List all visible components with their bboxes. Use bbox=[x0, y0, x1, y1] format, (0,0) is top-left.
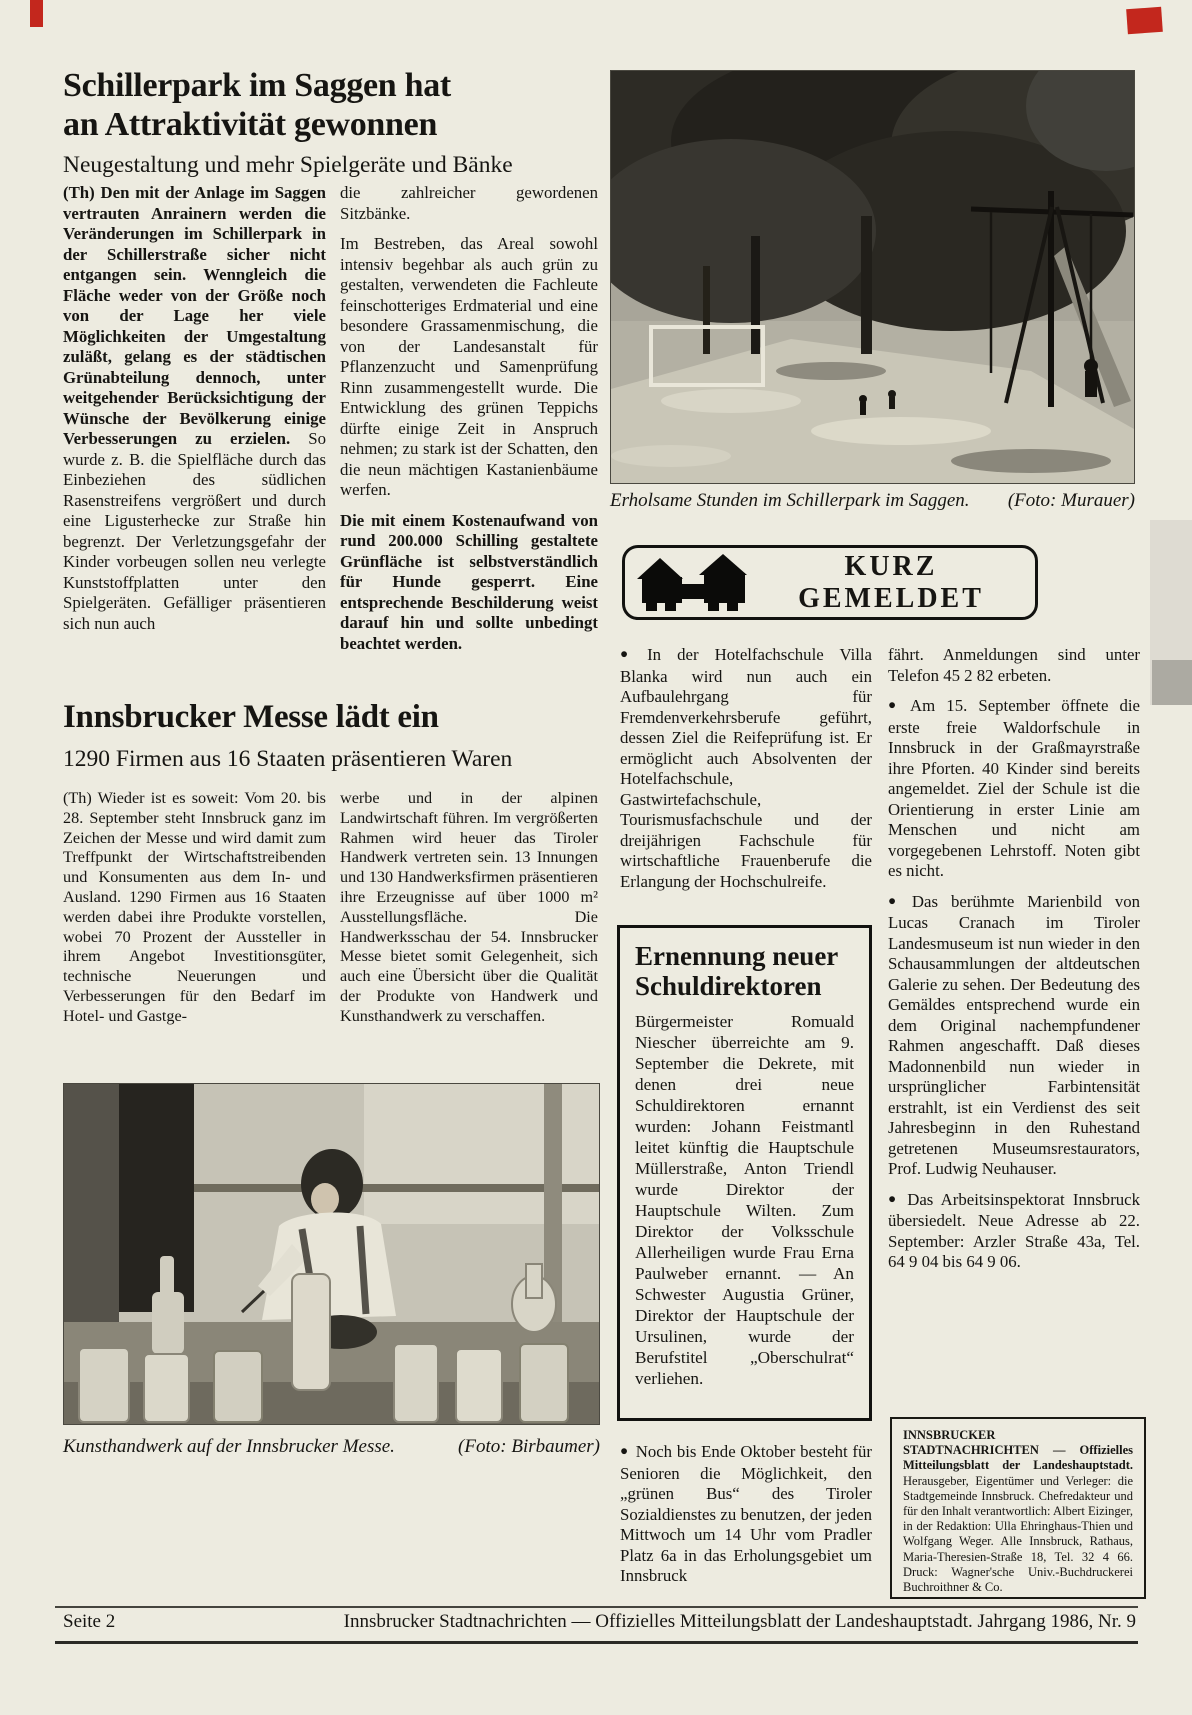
kurz-gemeldet-box bbox=[622, 545, 1038, 620]
schillerpark-subhead: Neugestaltung und mehr Spielgeräte und Bänke bbox=[63, 152, 513, 178]
news-item-seniorenbus-continuation: fährt. Anmeldungen sind unter Telefon 45 2 82 erbeten. bbox=[888, 645, 1140, 685]
photo-credit: (Foto: Murauer) bbox=[1007, 490, 1135, 511]
messe-column-1: (Th) Wieder ist es soweit: Vom 20. bis 28. September steht Innsbruck ganz im Zeichen der Messe und wird damit zum Treffpunkt der Wirtschaftstreibenden und Konsumenten aus dem In- und Ausland. 1290 Firmen aus 16 Staaten werden dabei ihre Produkte vorstellen, wobei 70 Prozent der Aussteller in ihrem Angebot Investitionsgüter, technische Neuerungen und Verbesserungen für den Bedarf im Hotel- und Gastge- bbox=[63, 789, 326, 1025]
park-photo-caption: Erholsame Stunden im Schillerpark im Saggen. (Foto: Murauer) bbox=[610, 490, 1135, 511]
footer-page-number: Seite 2 bbox=[63, 1611, 116, 1632]
schuldirektoren-body: Bürgermeister Romuald Niescher überreichte am 9. September die Dekrete, mit denen drei neue Schuldirektoren ernannt wurden: Johann Feistmantl leitet künftig die Hauptschule Müllerstraße, Anton Triendl wurde Direktor der Hauptschule Wilten. Zum Direktor der Volksschule Allerheiligen wurde Frau Erna Paulweber ernannt. — An Schwester Augustia Grüner, Direktor der Hauptschule der Ursulinen, wurde der Berufstitel „Oberschulrat“ verliehen. bbox=[635, 1012, 854, 1388]
bullet-icon: ● bbox=[888, 892, 905, 908]
bullet-icon: ● bbox=[620, 1443, 629, 1458]
news-item-hotelfachschule: ● In der Hotelfachschule Villa Blanka wird nun auch ein Aufbaulehrgang für Fremdenverkehrsberufe geführt, dessen Ziel die Reifeprüfung ist. Er ermöglicht auch Absolventen der Hotelfachschule, Gastwirtefachschule, Tourismusfachschule und der dreijährigen Fachschule für wirtschaftliche Frauenberufe die Erlangung der Hochschulreife. bbox=[620, 645, 873, 891]
footer bbox=[55, 1611, 1138, 1637]
messe-article bbox=[63, 698, 603, 773]
news-item-waldorfschule: ● Am 15. September öffnete die erste freie Waldorfschule in Innsbruck in der Graßmayrstraße ihre Pforten. 40 Kinder sind bereits angemeldet. Ziel der Schule ist die Orientierung in erster Linie am Menschen und nicht am vorgegebenen Lehrstoff. Noten gibt es nicht. bbox=[888, 696, 1140, 880]
messe-column-2: werbe und in der alpinen Landwirtschaft führen. Im vergrößerten Rahmen wird heuer das Tiroler Handwerk vertreten sein. 13 Innungen und 130 Handwerksfirmen präsentieren ihre Erzeugnisse auf über 1000 m² Ausstellungsfläche. Die Handwerksschau der 54. Innsbrucker Messe bietet somit Gelegenheit, sich auch eine Übersicht über die Qualität der Produkte von Handwerk und Kunsthandwerk zu verschaffen. bbox=[340, 789, 598, 1025]
twin-buildings-icon bbox=[635, 553, 757, 613]
footer-rule-bottom bbox=[55, 1641, 1138, 1644]
footer-center-text: Innsbrucker Stadtnachrichten — Offizielles Mitteilungsblatt der Landeshauptstadt. Jahrgang 1986, Nr. 9 bbox=[343, 1611, 1136, 1632]
schillerpark-headline: Schillerpark im Saggen hat an Attraktivität gewonnen bbox=[63, 67, 451, 143]
news-item-seniorenbus: ● Noch bis Ende Oktober besteht für Senioren die Möglichkeit, den „grünen Bus“ des Tiroler Sozialdienstes zu benutzen, der jeden Mittwoch um 14 Uhr vom Pradler Platz 6a in das Erholungsgebiet um Innsbruck bbox=[620, 1442, 872, 1585]
schuldirektoren-box bbox=[617, 925, 872, 1421]
footer-rule-top bbox=[55, 1606, 1138, 1608]
schillerpark-column-1: (Th) Den mit der Anlage im Saggen vertrauten Anrainern werden die Veränderungen im Schillerpark in der Schillerstraße sicher nicht entgangen sein. Wenngleich die Fläche weder von der Größe noch von der Lage her viele Möglichkeiten der Umgestaltung zuläßt, gelang es der städtischen Grünabteilung dennoch, unter weitgehender Berücksichtigung der Wünsche der Bevölkerung einige Verbesserungen zu erzielen. So wurde z. B. die Spielfläche durch das Einbeziehen des südlichen Rasenstreifens vergrößert und durch eine Ligusterhecke zur Straße hin begrenzt. Der Verletzungsgefahr der Kinder vorbeugen sollen neu verlegte Kunststoffplatten unter den Spielgeräten. Gefälliger präsentieren sich nun auch bbox=[63, 183, 326, 633]
park-photo-illustration bbox=[611, 71, 1134, 483]
imprint-box: INNSBRUCKER STADTNACHRICHTEN — Offizielles Mitteilungsblatt der Landeshauptstadt. Herausgeber, Eigentümer und Verleger: die Stadtgemeinde Innsbruck. Chefredakteur und für den Inhalt verantwortlich: Albert Eizinger, in der Redaktion: Ulla Ehringhaus-Thien und Wolfgang Weger. Alle Innsbruck, Rathaus, Maria-Theresien-Straße 18, Tel. 32 4 66. Druck: Wagner'sche Univ.-Buchdruckerei Buchroithner & Co. bbox=[890, 1417, 1146, 1599]
bullet-icon: ● bbox=[888, 1190, 901, 1206]
kurz-gemeldet-title: KURZ GEMELDET bbox=[798, 550, 984, 614]
news-column-right bbox=[888, 645, 1140, 1411]
schuldirektoren-title: Ernennung neuer Schuldirektoren bbox=[635, 941, 839, 1001]
news-item-marienbild: ● Das berühmte Marienbild von Lucas Cranach im Tiroler Landesmuseum ist nun wieder in den Schausammlungen der altdeutschen Galerie zu sehen. Der Bedeutung des Gemäldes entsprechend wurde ein dem Original nachempfundener Rahmen angeschafft. Daß dieses Madonnenbild nun wieder in ursprünglicher Farbintensität erstrahlt, ist ein Verdienst des seit Jahresbeginn in den Ruhestand getretenen Museumsrestaurators, Prof. Ludwig Neuhauser. bbox=[888, 891, 1140, 1178]
news-column-left-bottom bbox=[620, 1442, 872, 1598]
messe-photo bbox=[63, 1083, 600, 1425]
messe-headline: Innsbrucker Messe lädt ein bbox=[63, 699, 439, 735]
news-item-arbeitsinspektorat: ● Das Arbeitsinspektorat Innsbruck übersiedelt. Neue Adresse ab 22. September: Arzler Straße 43a, Tel. 64 9 04 bis 64 9 06. bbox=[888, 1189, 1140, 1271]
schillerpark-column-2: die zahlreicher gewordenen Sitzbänke. Im Bestreben, das Areal sowohl intensiv begehbar als auch grün zu gestalten, verwendeten die Fachleute feinschotteriges Erdmaterial und eine besondere Grassamenmischung, die von der Landesanstalt für Pflanzenzucht und Samenprüfung Rinn zusammengestellt wurde. Die Entwicklung des grünen Teppichs dürfte einige Zeit in Anspruch nehmen; zu stark ist der Schatten, den die neun mächtigen Kastanienbäume werfen. Die mit einem Kostenaufwand von rund 200.000 Schilling gestaltete Grünfläche ist selbstverständlich für Hunde gesperrt. Eine entsprechende Beschilderung weist darauf hin und sollte unbedingt beachtet werden. bbox=[340, 183, 598, 653]
park-photo bbox=[610, 70, 1135, 484]
imprint-title: INNSBRUCKER STADTNACHRICHTEN — Offizielles Mitteilungsblatt der Landeshauptstadt. bbox=[903, 1428, 1133, 1473]
registration-mark-right bbox=[1126, 7, 1163, 34]
scan-artifact bbox=[1152, 660, 1192, 705]
messe-photo-caption: Kunsthandwerk auf der Innsbrucker Messe. (Foto: Birbaumer) bbox=[63, 1436, 600, 1457]
schillerpark-article bbox=[63, 66, 603, 179]
bullet-icon: ● bbox=[620, 646, 641, 661]
lead-paragraph: (Th) Den mit der Anlage im Saggen vertrauten Anrainern werden die Veränderungen im Schillerpark in der Schillerstraße sicher nicht entgangen sein. Wenngleich die Fläche weder von der Größe noch von der Lage her viele Möglichkeiten der Umgestaltung zuläßt, gelang es der städtischen Grünabteilung dennoch, unter weitgehender Berücksichtigung der Wünsche der Bevölkerung einige Verbesserungen zu erzielen. bbox=[63, 183, 326, 448]
messe-subhead: 1290 Firmen aus 16 Staaten präsentieren Waren bbox=[63, 746, 513, 772]
messe-photo-illustration bbox=[64, 1084, 599, 1424]
registration-mark-left bbox=[30, 0, 43, 27]
photo-credit: (Foto: Birbaumer) bbox=[458, 1436, 600, 1457]
bullet-icon: ● bbox=[888, 697, 904, 712]
news-column-left bbox=[620, 645, 872, 892]
